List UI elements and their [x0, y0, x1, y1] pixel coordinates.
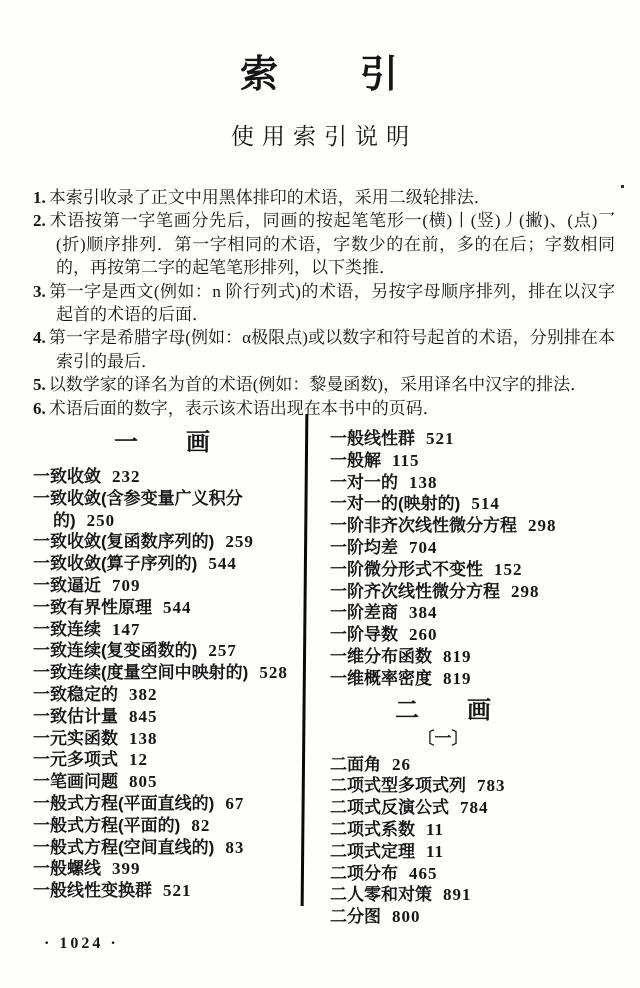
index-term: 二项式系数 — [330, 820, 415, 840]
index-term: 二分图 — [330, 907, 381, 927]
index-entry — [33, 597, 291, 619]
usage-note-item — [33, 186, 615, 209]
usage-note-item — [33, 326, 615, 373]
index-entry — [330, 493, 612, 515]
note-number: 1. — [33, 188, 46, 207]
index-term: 一笔画问题 — [33, 772, 118, 792]
index-page-number: 805 — [129, 772, 158, 792]
index-term: 一阶差商 — [330, 603, 398, 623]
index-term: 一阶导数 — [330, 625, 398, 645]
index-entries-right-bottom — [330, 754, 612, 928]
index-entries-right-top — [330, 428, 612, 690]
index-page-number: 783 — [477, 776, 506, 796]
index-entry — [33, 553, 291, 575]
note-text: 术语后面的数字，表示该术语出现在本书中的页码． — [48, 398, 440, 418]
index-page-number: 260 — [409, 625, 438, 645]
index-term: 一致连续(度量空间中映射的) — [33, 663, 249, 683]
index-term: 一对一的(映射的) — [330, 494, 461, 514]
index-term: 一阶微分形式不变性 — [330, 559, 483, 579]
index-term: 一致收敛(算子序列的) — [33, 554, 198, 574]
index-column-right — [330, 428, 612, 928]
index-entry — [33, 815, 291, 837]
index-page-number: 138 — [409, 472, 438, 492]
index-page-number: 138 — [129, 728, 158, 748]
index-term: 一般式方程(空间直线的) — [33, 837, 215, 857]
usage-note-item — [33, 280, 615, 327]
index-entry — [330, 581, 612, 603]
index-entry — [330, 559, 612, 581]
index-entry — [330, 819, 612, 841]
index-term: 二面角 — [330, 754, 381, 774]
index-page-number: 845 — [129, 706, 158, 726]
index-entry — [330, 797, 612, 819]
column-divider-rule — [301, 414, 308, 906]
index-entry — [330, 624, 612, 646]
index-page-number: 819 — [443, 647, 472, 667]
index-entry — [33, 858, 291, 880]
index-term: 一般式方程(平面直线的) — [33, 794, 215, 814]
index-entry — [330, 863, 612, 885]
index-entry — [330, 906, 612, 928]
index-page-number: 259 — [225, 532, 254, 552]
index-term: 一致有界性原理 — [33, 597, 152, 617]
index-page-number: 257 — [208, 641, 237, 661]
index-entry — [330, 841, 612, 863]
index-entry — [330, 775, 612, 797]
index-page-number: 298 — [511, 581, 540, 601]
note-number: 3. — [33, 281, 46, 301]
index-entry — [33, 837, 291, 859]
index-entry — [33, 706, 291, 728]
note-text: 术语按第一字笔画分先后，同画的按起笔笔形一(横)丨(竖)丿(撇)、(点)乛(折)顺序排列．第一字相同的术语，字数少的在前，多的在后；字数相同的，再按第二字的起笔笔形排列，以下类推． — [48, 211, 615, 278]
index-term: 一致连续(复变函数的) — [33, 641, 198, 661]
index-page-number: 11 — [426, 820, 445, 840]
index-term: 一阶非齐次线性微分方程 — [330, 516, 517, 536]
index-page-number: 704 — [409, 538, 438, 558]
index-entry — [33, 880, 291, 902]
index-term: 一元多项式 — [33, 750, 118, 770]
index-entry — [33, 728, 291, 750]
index-page-number: 784 — [460, 798, 489, 818]
index-page-number: 67 — [225, 794, 245, 814]
index-entry — [330, 646, 612, 668]
index-term: 一致逼近 — [33, 576, 101, 596]
page-subtitle: 使用索引说明 — [230, 124, 418, 149]
index-entry — [330, 537, 612, 559]
index-term: 一阶齐次线性微分方程 — [330, 581, 500, 601]
index-entry — [33, 466, 291, 488]
index-page-number: 250 — [86, 510, 116, 530]
index-page-number: 147 — [112, 619, 141, 639]
index-term: 一对一的 — [330, 472, 398, 492]
index-term: 一维分布函数 — [330, 647, 432, 667]
index-page-number: 528 — [259, 663, 288, 683]
index-term: 一致收敛(复函数序列的) — [33, 532, 215, 552]
subsection-header: 〔一〕 — [417, 728, 469, 748]
scan-speck — [621, 185, 624, 188]
index-page-number: 521 — [163, 881, 192, 901]
index-page-number: 382 — [129, 685, 158, 705]
index-term: 二项式反演公式 — [330, 798, 449, 818]
index-term: 一致收敛(含参变量广义积分的) — [33, 488, 243, 530]
index-page-number: 521 — [426, 429, 455, 449]
index-page-number: 384 — [409, 603, 438, 623]
index-page-number: 800 — [392, 907, 421, 927]
index-term: 一般线性群 — [330, 429, 415, 449]
index-entry — [33, 531, 291, 553]
section-header-stroke2: 二 画 — [395, 696, 491, 724]
index-term: 一致稳定的 — [33, 685, 118, 705]
index-entry — [330, 754, 612, 776]
index-term: 一致收敛 — [33, 467, 101, 487]
usage-note-item — [33, 397, 615, 420]
index-page-number: 465 — [409, 863, 438, 883]
index-page-number: 232 — [112, 467, 141, 487]
index-entry — [33, 662, 291, 684]
index-term: 一维概率密度 — [330, 668, 432, 688]
index-entry — [33, 749, 291, 771]
index-entry — [330, 668, 612, 690]
index-term: 一般线性变换群 — [33, 881, 152, 901]
index-column-left — [33, 428, 291, 902]
index-term: 二项式定理 — [330, 841, 415, 861]
note-text: 第一字是西文(例如：n 阶行列式)的术语，另按字母顺序排列，排在以汉字起首的术语的后面． — [48, 281, 615, 325]
index-page-number: 819 — [443, 668, 472, 688]
folio-page-number: · 1024 · — [44, 935, 119, 952]
index-page-number: 891 — [443, 885, 472, 905]
index-page-number: 399 — [112, 859, 141, 879]
note-text: 以数学家的译名为首的术语(例如：黎曼函数)，采用译名中汉字的排法． — [48, 375, 588, 395]
index-page-number: 152 — [494, 559, 523, 579]
index-page-number: 12 — [129, 750, 148, 770]
index-page-number: 298 — [528, 516, 557, 536]
index-term: 二人零和对策 — [330, 885, 432, 905]
note-number: 5. — [33, 375, 46, 395]
index-page-number: 709 — [112, 576, 141, 596]
index-page-number: 115 — [392, 450, 420, 470]
note-text: 第一字是希腊字母(例如：α极限点)或以数字和符号起首的术语，分别排在本索引的最后． — [48, 328, 615, 371]
index-term: 二项分布 — [330, 863, 398, 883]
index-entries-left — [33, 466, 291, 902]
index-term: 一般螺线 — [33, 859, 101, 879]
index-page-number: 83 — [225, 837, 245, 857]
index-entry — [330, 884, 612, 906]
index-entry — [33, 771, 291, 793]
index-term: 一元实函数 — [33, 728, 118, 748]
index-page-number: 11 — [426, 841, 445, 861]
index-entry — [330, 472, 612, 494]
index-term: 一阶均差 — [330, 538, 398, 558]
note-number: 4. — [33, 328, 46, 348]
index-entry — [33, 488, 291, 532]
note-number: 2. — [33, 211, 46, 231]
index-term: 一般解 — [330, 450, 381, 470]
usage-note-item — [33, 209, 615, 279]
usage-note-item — [33, 373, 615, 396]
page-title: 索 引 — [239, 54, 400, 96]
index-entry — [33, 575, 291, 597]
index-term: 一般式方程(平面的) — [33, 815, 181, 835]
section-header-stroke1: 一 画 — [114, 429, 210, 457]
note-number: 6. — [33, 398, 46, 418]
index-entry — [33, 619, 291, 641]
index-entry — [330, 428, 612, 450]
index-term: 一致连续 — [33, 619, 101, 639]
index-entry — [33, 640, 291, 662]
index-page-number: 26 — [392, 754, 411, 774]
index-entry — [330, 515, 612, 537]
usage-notes — [33, 186, 615, 420]
index-term: 二项式型多项式列 — [330, 776, 466, 796]
index-entry — [330, 602, 612, 624]
index-term: 一致估计量 — [33, 706, 118, 726]
index-entry — [33, 793, 291, 815]
note-text: 本索引收录了正文中用黑体排印的术语，采用二级轮排法． — [48, 188, 491, 207]
index-columns — [0, 428, 640, 928]
index-entry — [33, 684, 291, 706]
index-entry — [330, 450, 612, 472]
index-page-number: 544 — [208, 554, 237, 574]
index-page-number: 544 — [163, 597, 192, 617]
index-page-number: 82 — [191, 815, 211, 835]
index-page-number: 514 — [471, 494, 500, 514]
